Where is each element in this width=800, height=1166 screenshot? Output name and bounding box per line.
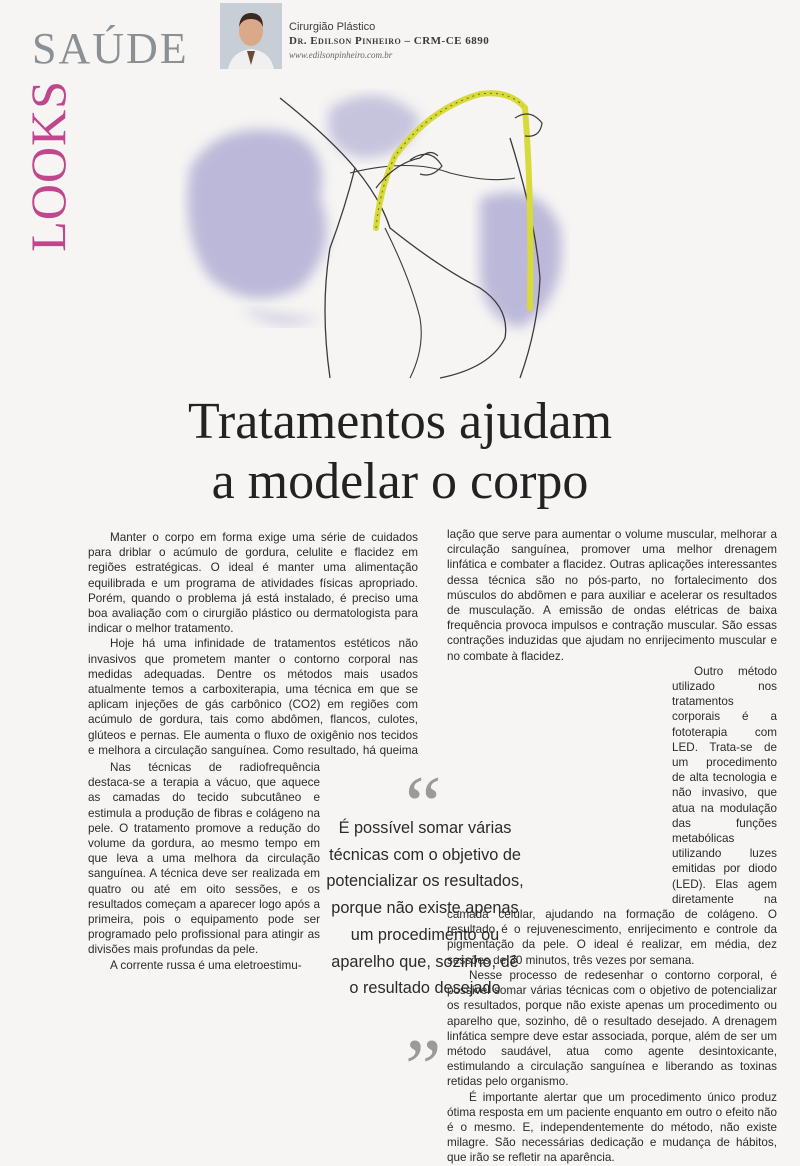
author-url: www.edilsonpinheiro.com.br	[289, 50, 393, 60]
article-headline	[0, 392, 800, 512]
headline-line-1: Tratamentos ajudam	[187, 393, 613, 450]
quote-close-mark: ”	[405, 1022, 442, 1113]
author-photo	[220, 3, 282, 69]
paragraph-7: Nesse processo de redesenhar o contorno corporal, é possível somar várias técnicas com o objetivo de potencializar os resultados, porque não existe apenas um procedimento ou aparelho que, sozinho, dê o resultado desejado. A drenagem linfática sempre deve estar associada, porque, além de ser um método saudável, atua como agente desintoxicante, estimulando a circulação sanguínea e liberando as toxinas retidas pelo organismo.	[447, 968, 777, 1089]
paragraph-3: Nas técnicas de radiofrequência destaca-se a terapia a vácuo, que aquece as camadas do tecido subcutâneo e estimula a produção de fibras e colágeno na pele. O tratamento promove a redução do volume da gordura, ao mesmo tempo em que leva a uma melhora da circulação sanguínea. A técnica deve ser realizada em quatro ou até em oito sessões, e os resultados começam a aparecer logo após a primeira, pois o equipamento pode ser programado pelo profissional para atingir as divisões mais profundas da pele.	[88, 761, 320, 957]
author-byline	[289, 20, 489, 62]
paragraph-1: Manter o corpo em forma exige uma série de cuidados para driblar o acúmulo de gordura, celulite e flacidez em regiões estratégicas. O ideal é manter uma alimentação equilibrada e um programa de atividades físicas apropriado. Porém, quando o problema já está instalado, é preciso uma boa avaliação com o cirurgião plástico ou dermatologista para indicar o melhor tratamento.	[88, 531, 418, 636]
quote-open-mark: “	[405, 759, 442, 850]
section-vertical-label: LOOKS	[20, 80, 76, 252]
paragraph-8: É importante alertar que um procedimento único produz ótima resposta em um paciente enquanto em outro o efeito não é o mesmo. E, independentemente do método, não existe milagre. São necessárias dedicação e mudança de hábitos, que irão se refletir na aparência.	[447, 1090, 777, 1165]
paragraph-5: lação que serve para aumentar o volume muscular, melhorar a circulação sanguínea, promover uma melhor drenagem linfática e combater a flacidez. Outras aplicações interessantes dessa técnica são no pós-parto, no fortalecimento dos músculos do abdômen e para auxiliar e acelerar os resultados de musculação. A emissão de ondas elétricas de baixa frequência provoca impulsos e contração muscular. São essas contrações induzidas que ajudam no enrijecimento muscular e no combate à flacidez.	[447, 528, 777, 663]
paragraph-2-top: Hoje há uma infinidade de tratamentos estéticos não invasivos que prometem manter o contorno corporal nas medidas adequadas. Dentre os métodos mais usados atualmente temos a carboxiterapia, uma técnica em que se aplicam injeções de gás carbônico (CO2) em regiões com acúmulo de gordura, tais como abdômen, flancos, culotes, glúteos e pernas. Ele aumenta o fluxo de oxigênio nos tecidos e melhora a circulação sanguínea. Como resultado, há queima	[88, 637, 418, 757]
headline-line-2: a modelar o corpo	[211, 453, 589, 510]
section-title: SAÚDE	[32, 24, 189, 73]
author-name: Dr. Edilson Pinheiro – CRM-CE 6890	[289, 35, 490, 47]
body-measuring-illustration	[180, 78, 600, 388]
left-column-top	[88, 530, 418, 760]
paragraph-6: Outro método utilizado nos tratamentos corporais é a fototerapia com LED. Trata-se de um procedimento de alta tecnologia e não invasivo, que atua na modulação das funções metabólicas utilizando luzes emitidas por diodo (LED). Elas agem diretamente na camada celular, ajudando na formação de colágeno. O resultado é o rejuvenescimento, enrijecimento e controle da pigmentação da pele. O ideal é realizar, em média, dez sessões de 30 minutos, três vezes por semana.	[447, 664, 777, 967]
paragraph-4: A corrente russa é uma eletroestimu-	[110, 958, 302, 972]
pull-quote: É possível somar várias técnicas com o objetivo de potencializar os resultados, porque não existe apenas um procedimento ou aparelho que, sozinho, dê o resultado desejado	[326, 819, 524, 998]
author-role: Cirurgião Plástico	[289, 21, 376, 33]
